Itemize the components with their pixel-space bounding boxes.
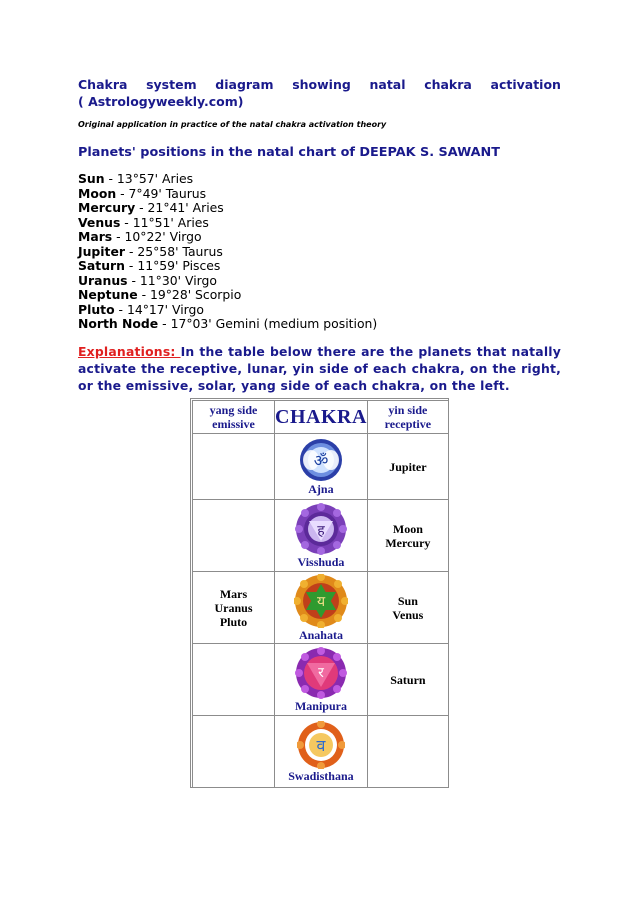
svg-text:ह: ह — [317, 523, 325, 539]
planet-row: Venus - 11°51' Aries — [78, 214, 209, 230]
planet-row: Jupiter - 25°58' Taurus — [78, 243, 223, 259]
title-word: diagram — [215, 77, 274, 92]
planets-heading: Planets' positions in the natal chart of DEEPAK S. SAWANT — [78, 145, 500, 160]
chakra-name: Manipura — [294, 699, 347, 713]
yin-cell: Sun Venus — [367, 572, 448, 644]
ajna-chakra-icon — [299, 438, 343, 482]
title-word: showing — [292, 77, 351, 92]
planet-row: Mercury - 21°41' Aries — [78, 200, 224, 215]
table-row — [193, 644, 449, 716]
yin-cell — [367, 716, 448, 788]
yang-cell — [193, 500, 275, 572]
anahata-chakra-icon — [294, 574, 348, 628]
planet-row: Uranus - 11°30' Virgo — [78, 272, 217, 288]
chakra-cell — [275, 644, 368, 716]
chakra-name: Visshuda — [297, 555, 345, 569]
yang-cell: Mars Uranus Pluto — [193, 572, 275, 644]
svg-text:ॐ: ॐ — [313, 451, 329, 470]
svg-text:र: र — [318, 665, 324, 681]
visshuda-chakra-icon — [295, 503, 347, 555]
title-word: activation — [490, 77, 561, 92]
yang-cell — [193, 716, 275, 788]
planet-row: Saturn - 11°59' Pisces — [78, 258, 221, 273]
planet-row: Mars - 10°22' Virgo — [78, 229, 202, 244]
chakra-cell — [275, 716, 368, 788]
table-header-row — [193, 401, 449, 434]
chakra-cell — [275, 434, 368, 500]
document-title — [78, 76, 561, 110]
chakra-name: Anahata — [298, 628, 343, 642]
subtitle: Original application in practice of the natal chakra activation theory — [78, 120, 387, 129]
header-yin: yin side receptive — [367, 401, 448, 434]
yang-cell — [193, 434, 275, 500]
title-word: natal — [369, 77, 406, 92]
planet-row: Neptune - 19°28' Scorpio — [78, 287, 242, 302]
table-row — [193, 434, 449, 500]
planet-row: Sun - 13°57' Aries — [78, 171, 194, 186]
chakra-name: Ajna — [308, 482, 334, 496]
chakra-cell — [275, 572, 368, 644]
planet-list — [78, 172, 377, 332]
title-word: chakra — [424, 77, 472, 92]
header-yang: yang side emissive — [193, 401, 275, 434]
yang-cell — [193, 644, 275, 716]
manipura-chakra-icon — [295, 647, 347, 699]
planet-row: North Node - 17°03' Gemini (medium position) — [78, 316, 378, 331]
yin-cell: Jupiter — [367, 434, 448, 500]
yin-cell: Moon Mercury — [367, 500, 448, 572]
chakra-name: Swadisthana — [288, 769, 354, 783]
title-word: Chakra — [78, 77, 128, 92]
title-line-2: ( Astrologyweekly.com) — [78, 94, 244, 109]
explanation-lead: Explanations: — [78, 344, 181, 359]
planet-row: Moon - 7°49' Taurus — [78, 185, 207, 201]
chakra-cell — [275, 500, 368, 572]
table-row — [193, 572, 449, 644]
planet-row: Pluto - 14°17' Virgo — [78, 301, 204, 317]
table-row — [193, 500, 449, 572]
yin-cell: Saturn — [367, 644, 448, 716]
title-line-1 — [78, 76, 561, 93]
svg-text:व: व — [316, 736, 326, 755]
header-chakra: CHAKRA — [275, 401, 368, 434]
swadisthana-chakra-icon — [297, 721, 345, 769]
svg-text:य: य — [316, 594, 325, 610]
chakra-table — [192, 400, 449, 788]
explanation-paragraph — [78, 343, 561, 394]
table-row — [193, 716, 449, 788]
explanation-body: In the table below there are the planets that natally activate the receptive, lunar, yin side of each chakra, on the right, or the emissive, solar, yang side of each chakra, on the left. — [78, 344, 561, 393]
title-word: system — [146, 77, 197, 92]
